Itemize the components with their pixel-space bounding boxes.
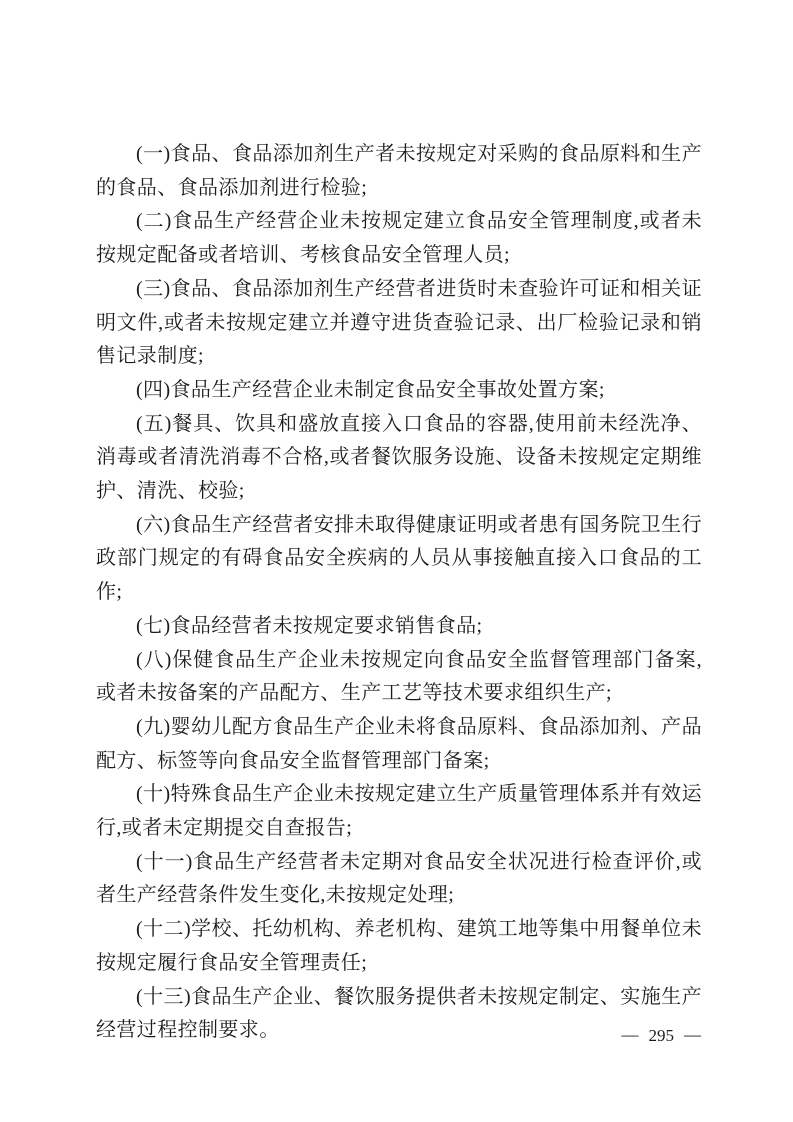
legal-clause-paragraph: (十三)食品生产企业、餐饮服务提供者未按规定制定、实施生产经营过程控制要求。 bbox=[96, 985, 702, 1042]
legal-clause-paragraph: (八)保健食品生产企业未按规定向食品安全监督管理部门备案,或者未按备案的产品配方、生产工艺等技术要求组织生产; bbox=[96, 648, 702, 705]
page-number: 295 bbox=[648, 1026, 674, 1045]
legal-clause-paragraph: (十一)食品生产经营者未定期对食品安全状况进行检查评价,或者生产经营条件发生变化,未按规定处理; bbox=[96, 850, 702, 907]
legal-clause-paragraph: (一)食品、食品添加剂生产者未按规定对采购的食品原料和生产的食品、食品添加剂进行检验; bbox=[96, 143, 702, 199]
page-footer bbox=[622, 1026, 702, 1046]
legal-clause-paragraph: (九)婴幼儿配方食品生产企业未将食品原料、食品添加剂、产品配方、标签等向食品安全监督管理部门备案; bbox=[96, 715, 702, 772]
legal-clause-paragraph: (十二)学校、托幼机构、养老机构、建筑工地等集中用餐单位未按规定履行食品安全管理责任; bbox=[96, 918, 702, 974]
clause-list bbox=[96, 138, 702, 1048]
legal-clause-paragraph: (三)食品、食品添加剂生产经营者进货时未查验许可证和相关证明文件,或者未按规定建立并遵守进货查验记录、出厂检验记录和销售记录制度; bbox=[96, 277, 702, 368]
legal-clause-paragraph: (十)特殊食品生产企业未按规定建立生产质量管理体系并有效运行,或者未定期提交自查报告; bbox=[96, 783, 702, 840]
legal-clause-paragraph: (七)食品经营者未按规定要求销售食品; bbox=[136, 614, 483, 637]
legal-clause-paragraph: (二)食品生产经营企业未按规定建立食品安全管理制度,或者未按规定配备或者培训、考核食品安全管理人员; bbox=[96, 210, 702, 267]
legal-clause-paragraph: (五)餐具、饮具和盛放直接入口食品的容器,使用前未经洗净、消毒或者清洗消毒不合格,或者餐饮服务设施、设备未按规定定期维护、清洗、校验; bbox=[96, 412, 702, 503]
legal-clause-paragraph: (四)食品生产经营企业未制定食品安全事故处置方案; bbox=[136, 378, 605, 401]
legal-clause-paragraph: (六)食品生产经营者安排未取得健康证明或者患有国务院卫生行政部门规定的有碍食品安全疾病的人员从事接触直接入口食品的工作; bbox=[96, 513, 702, 604]
footer-dash-right: — bbox=[684, 1025, 701, 1044]
footer-dash-left: — bbox=[621, 1025, 639, 1044]
